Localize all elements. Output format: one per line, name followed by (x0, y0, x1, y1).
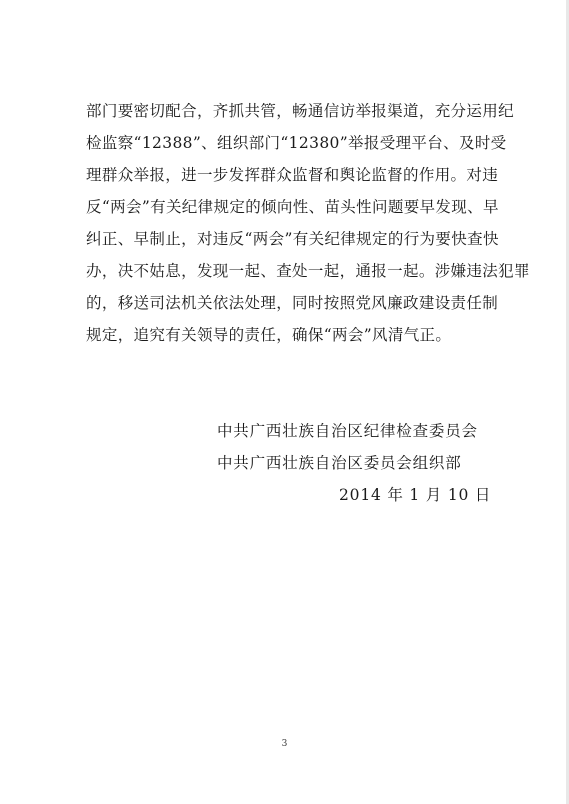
body-line: 规定，追究有关领导的责任，确保“两会”风清气正。 (86, 326, 452, 344)
page-number: 3 (281, 739, 288, 749)
signature-org-2: 中共广西壮族自治区委员会组织部 (217, 454, 462, 472)
body-line: 纠正、早制止，对违反“两会”有关纪律规定的行为要快查快 (86, 230, 499, 248)
body-line: 的，移送司法机关依法处理，同时按照党风廉政建设责任制 (86, 294, 499, 312)
signature-date: 2014 年 1 月 10 日 (339, 486, 492, 504)
signature-org-1: 中共广西壮族自治区纪律检查委员会 (217, 422, 478, 440)
body-line: 检监察“12388”、组织部门“12380”举报受理平台、及时受 (86, 134, 507, 152)
body-line: 办，决不姑息，发现一起、查处一起，通报一起。涉嫌违法犯罪 (86, 262, 530, 280)
body-line: 部门要密切配合，齐抓共管，畅通信访举报渠道，充分运用纪 (86, 102, 514, 120)
body-line: 反“两会”有关纪律规定的倾向性、苗头性问题要早发现、早 (86, 198, 499, 216)
body-line: 理群众举报，进一步发挥群众监督和舆论监督的作用。对违 (86, 166, 499, 184)
